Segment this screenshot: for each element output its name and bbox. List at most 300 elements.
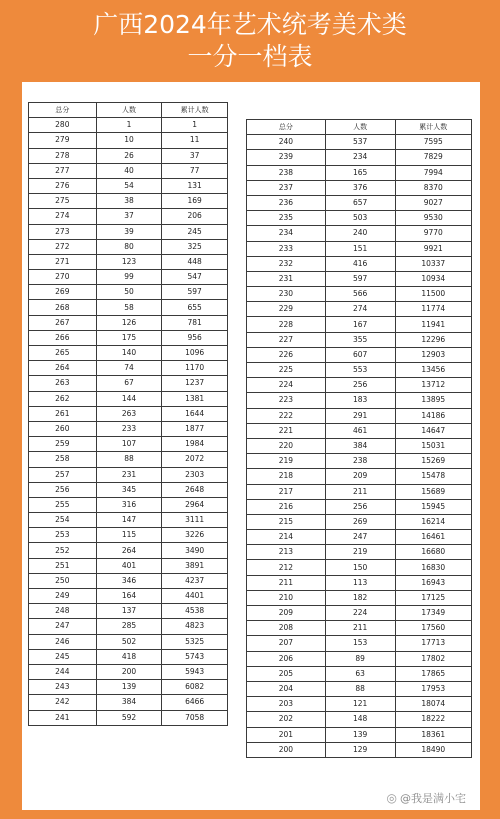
table-row xyxy=(29,300,228,315)
cell-score: 200 xyxy=(247,742,326,757)
table-row xyxy=(29,194,228,209)
cell-cumulative: 3226 xyxy=(162,528,228,543)
cell-count: 182 xyxy=(325,590,395,605)
cell-score: 201 xyxy=(247,727,326,742)
cell-score: 228 xyxy=(247,317,326,332)
cell-count: 139 xyxy=(325,727,395,742)
cell-cumulative: 15031 xyxy=(395,438,472,453)
table-row xyxy=(29,619,228,634)
cell-cumulative: 16461 xyxy=(395,530,472,545)
table-row xyxy=(247,666,472,681)
cell-score: 239 xyxy=(247,150,326,165)
cell-count: 121 xyxy=(325,697,395,712)
table-row xyxy=(247,499,472,514)
table-row xyxy=(29,239,228,254)
cell-count: 147 xyxy=(96,513,162,528)
cell-score: 227 xyxy=(247,332,326,347)
cell-count: 54 xyxy=(96,178,162,193)
cell-cumulative: 781 xyxy=(162,315,228,330)
cell-score: 241 xyxy=(29,710,97,725)
table-row xyxy=(29,467,228,482)
cell-score: 215 xyxy=(247,514,326,529)
cell-cumulative: 13895 xyxy=(395,393,472,408)
cell-cumulative: 15478 xyxy=(395,469,472,484)
cell-count: 274 xyxy=(325,302,395,317)
cell-score: 245 xyxy=(29,649,97,664)
cell-cumulative: 325 xyxy=(162,239,228,254)
cell-count: 247 xyxy=(325,530,395,545)
cell-cumulative: 12903 xyxy=(395,347,472,362)
table-row xyxy=(247,606,472,621)
cell-count: 63 xyxy=(325,666,395,681)
table-row xyxy=(29,421,228,436)
cell-cumulative: 11500 xyxy=(395,287,472,302)
table-row xyxy=(247,317,472,332)
cell-cumulative: 37 xyxy=(162,148,228,163)
cell-cumulative: 18361 xyxy=(395,727,472,742)
cell-cumulative: 1877 xyxy=(162,421,228,436)
table-row xyxy=(29,330,228,345)
header-cumulative: 累计人数 xyxy=(395,120,472,135)
header-score: 总分 xyxy=(29,103,97,118)
table-row xyxy=(29,285,228,300)
table-row xyxy=(247,302,472,317)
cell-count: 153 xyxy=(325,636,395,651)
score-table-left xyxy=(28,102,228,726)
cell-score: 224 xyxy=(247,378,326,393)
cell-count: 231 xyxy=(96,467,162,482)
cell-score: 269 xyxy=(29,285,97,300)
cell-count: 461 xyxy=(325,423,395,438)
cell-cumulative: 3891 xyxy=(162,558,228,573)
title-line-1: 广西2024年艺术统考美术类 xyxy=(93,10,407,39)
cell-score: 280 xyxy=(29,118,97,133)
cell-count: 144 xyxy=(96,391,162,406)
table-row xyxy=(29,406,228,421)
cell-count: 657 xyxy=(325,195,395,210)
cell-score: 218 xyxy=(247,469,326,484)
cell-score: 246 xyxy=(29,634,97,649)
cell-score: 242 xyxy=(29,695,97,710)
cell-score: 276 xyxy=(29,178,97,193)
table-row xyxy=(29,391,228,406)
table-row xyxy=(247,651,472,666)
cell-score: 231 xyxy=(247,271,326,286)
cell-cumulative: 5943 xyxy=(162,664,228,679)
cell-score: 235 xyxy=(247,211,326,226)
cell-count: 553 xyxy=(325,363,395,378)
cell-cumulative: 16680 xyxy=(395,545,472,560)
cell-score: 204 xyxy=(247,681,326,696)
table-row xyxy=(29,573,228,588)
cell-cumulative: 17349 xyxy=(395,606,472,621)
cell-score: 216 xyxy=(247,499,326,514)
cell-score: 243 xyxy=(29,680,97,695)
cell-cumulative: 1 xyxy=(162,118,228,133)
cell-cumulative: 8370 xyxy=(395,180,472,195)
table-row xyxy=(29,361,228,376)
score-table-right xyxy=(246,119,472,758)
table-row xyxy=(247,514,472,529)
cell-count: 148 xyxy=(325,712,395,727)
cell-count: 140 xyxy=(96,346,162,361)
table-row xyxy=(29,376,228,391)
table-row xyxy=(29,148,228,163)
cell-cumulative: 1237 xyxy=(162,376,228,391)
cell-count: 376 xyxy=(325,180,395,195)
cell-cumulative: 10934 xyxy=(395,271,472,286)
cell-count: 137 xyxy=(96,604,162,619)
cell-count: 607 xyxy=(325,347,395,362)
cell-count: 240 xyxy=(325,226,395,241)
table-row xyxy=(247,287,472,302)
cell-count: 264 xyxy=(96,543,162,558)
cell-cumulative: 245 xyxy=(162,224,228,239)
cell-score: 273 xyxy=(29,224,97,239)
cell-count: 39 xyxy=(96,224,162,239)
cell-score: 258 xyxy=(29,452,97,467)
cell-score: 232 xyxy=(247,256,326,271)
cell-count: 416 xyxy=(325,256,395,271)
cell-score: 247 xyxy=(29,619,97,634)
cell-count: 89 xyxy=(325,651,395,666)
cell-score: 256 xyxy=(29,482,97,497)
watermark-text: @我是满小宅 xyxy=(400,792,466,805)
cell-count: 123 xyxy=(96,254,162,269)
table-row xyxy=(247,211,472,226)
cell-score: 279 xyxy=(29,133,97,148)
cell-score: 219 xyxy=(247,454,326,469)
cell-score: 267 xyxy=(29,315,97,330)
cell-score: 271 xyxy=(29,254,97,269)
table-row xyxy=(29,634,228,649)
table-row xyxy=(247,135,472,150)
cell-count: 219 xyxy=(325,545,395,560)
table-row xyxy=(247,256,472,271)
cell-cumulative: 13456 xyxy=(395,363,472,378)
table-row xyxy=(29,346,228,361)
watermark xyxy=(387,790,466,806)
cell-count: 80 xyxy=(96,239,162,254)
cell-score: 248 xyxy=(29,604,97,619)
cell-score: 257 xyxy=(29,467,97,482)
table-header-row xyxy=(247,120,472,135)
cell-cumulative: 5325 xyxy=(162,634,228,649)
cell-cumulative: 15269 xyxy=(395,454,472,469)
cell-count: 256 xyxy=(325,378,395,393)
cell-count: 139 xyxy=(96,680,162,695)
cell-cumulative: 12296 xyxy=(395,332,472,347)
cell-cumulative: 448 xyxy=(162,254,228,269)
table-row xyxy=(29,604,228,619)
cell-score: 263 xyxy=(29,376,97,391)
cell-count: 238 xyxy=(325,454,395,469)
table-row xyxy=(247,150,472,165)
cell-count: 40 xyxy=(96,163,162,178)
table-row xyxy=(29,695,228,710)
cell-cumulative: 4401 xyxy=(162,589,228,604)
table-row xyxy=(247,727,472,742)
cell-cumulative: 9921 xyxy=(395,241,472,256)
table-row xyxy=(29,543,228,558)
cell-cumulative: 1096 xyxy=(162,346,228,361)
table-row xyxy=(29,118,228,133)
cell-score: 255 xyxy=(29,497,97,512)
cell-count: 200 xyxy=(96,664,162,679)
cell-score: 262 xyxy=(29,391,97,406)
cell-cumulative: 15945 xyxy=(395,499,472,514)
cell-cumulative: 2648 xyxy=(162,482,228,497)
cell-count: 537 xyxy=(325,135,395,150)
cell-count: 99 xyxy=(96,270,162,285)
header-cumulative: 累计人数 xyxy=(162,103,228,118)
cell-score: 250 xyxy=(29,573,97,588)
cell-cumulative: 3490 xyxy=(162,543,228,558)
cell-score: 240 xyxy=(247,135,326,150)
cell-count: 129 xyxy=(325,742,395,757)
cell-count: 233 xyxy=(96,421,162,436)
cell-score: 221 xyxy=(247,423,326,438)
cell-count: 37 xyxy=(96,209,162,224)
cell-count: 58 xyxy=(96,300,162,315)
cell-count: 263 xyxy=(96,406,162,421)
cell-count: 502 xyxy=(96,634,162,649)
table-row xyxy=(29,680,228,695)
cell-count: 38 xyxy=(96,194,162,209)
cell-cumulative: 5743 xyxy=(162,649,228,664)
cell-score: 254 xyxy=(29,513,97,528)
table-row xyxy=(247,378,472,393)
cell-count: 167 xyxy=(325,317,395,332)
cell-count: 150 xyxy=(325,560,395,575)
cell-cumulative: 1644 xyxy=(162,406,228,421)
cell-cumulative: 17865 xyxy=(395,666,472,681)
table-row xyxy=(29,270,228,285)
cell-count: 115 xyxy=(96,528,162,543)
table-row xyxy=(29,528,228,543)
cell-cumulative: 11 xyxy=(162,133,228,148)
cell-cumulative: 16214 xyxy=(395,514,472,529)
cell-cumulative: 1381 xyxy=(162,391,228,406)
cell-count: 418 xyxy=(96,649,162,664)
cell-score: 220 xyxy=(247,438,326,453)
header-count: 人数 xyxy=(325,120,395,135)
cell-score: 274 xyxy=(29,209,97,224)
table-row xyxy=(247,545,472,560)
cell-cumulative: 14186 xyxy=(395,408,472,423)
cell-score: 252 xyxy=(29,543,97,558)
table-row xyxy=(247,454,472,469)
cell-score: 208 xyxy=(247,621,326,636)
table-row xyxy=(29,178,228,193)
table-row xyxy=(247,165,472,180)
cell-cumulative: 13712 xyxy=(395,378,472,393)
cell-count: 107 xyxy=(96,437,162,452)
cell-cumulative: 206 xyxy=(162,209,228,224)
cell-cumulative: 7994 xyxy=(395,165,472,180)
cell-cumulative: 7829 xyxy=(395,150,472,165)
cell-score: 202 xyxy=(247,712,326,727)
cell-cumulative: 4823 xyxy=(162,619,228,634)
table-row xyxy=(247,590,472,605)
table-row xyxy=(29,710,228,725)
cell-cumulative: 2303 xyxy=(162,467,228,482)
cell-score: 253 xyxy=(29,528,97,543)
table-row xyxy=(247,393,472,408)
cell-cumulative: 131 xyxy=(162,178,228,193)
score-sheet xyxy=(22,82,480,810)
table-row xyxy=(247,423,472,438)
cell-cumulative: 4538 xyxy=(162,604,228,619)
cell-score: 264 xyxy=(29,361,97,376)
cell-count: 151 xyxy=(325,241,395,256)
title-line-2: 一分一档表 xyxy=(187,42,313,71)
cell-cumulative: 16830 xyxy=(395,560,472,575)
cell-score: 272 xyxy=(29,239,97,254)
cell-count: 175 xyxy=(96,330,162,345)
cell-count: 345 xyxy=(96,482,162,497)
cell-score: 236 xyxy=(247,195,326,210)
table-row xyxy=(29,254,228,269)
cell-count: 88 xyxy=(96,452,162,467)
cell-cumulative: 6082 xyxy=(162,680,228,695)
cell-score: 266 xyxy=(29,330,97,345)
cell-count: 165 xyxy=(325,165,395,180)
cell-score: 249 xyxy=(29,589,97,604)
table-row xyxy=(247,621,472,636)
table-row xyxy=(247,347,472,362)
cell-score: 260 xyxy=(29,421,97,436)
cell-count: 113 xyxy=(325,575,395,590)
table-row xyxy=(247,530,472,545)
cell-count: 346 xyxy=(96,573,162,588)
cell-count: 74 xyxy=(96,361,162,376)
table-row xyxy=(29,452,228,467)
cell-score: 211 xyxy=(247,575,326,590)
table-row xyxy=(247,180,472,195)
cell-score: 270 xyxy=(29,270,97,285)
table-row xyxy=(29,133,228,148)
cell-cumulative: 17125 xyxy=(395,590,472,605)
cell-cumulative: 3111 xyxy=(162,513,228,528)
cell-score: 217 xyxy=(247,484,326,499)
table-row xyxy=(29,589,228,604)
cell-score: 275 xyxy=(29,194,97,209)
cell-count: 503 xyxy=(325,211,395,226)
cell-count: 384 xyxy=(325,438,395,453)
cell-score: 214 xyxy=(247,530,326,545)
cell-cumulative: 17560 xyxy=(395,621,472,636)
table-row xyxy=(247,195,472,210)
table-body-right xyxy=(247,135,472,758)
cell-count: 126 xyxy=(96,315,162,330)
cell-count: 209 xyxy=(325,469,395,484)
cell-cumulative: 1170 xyxy=(162,361,228,376)
cell-count: 211 xyxy=(325,621,395,636)
cell-cumulative: 15689 xyxy=(395,484,472,499)
cell-cumulative: 2964 xyxy=(162,497,228,512)
table-row xyxy=(29,315,228,330)
cell-score: 237 xyxy=(247,180,326,195)
table-row xyxy=(247,469,472,484)
cell-score: 206 xyxy=(247,651,326,666)
cell-cumulative: 14647 xyxy=(395,423,472,438)
cell-score: 261 xyxy=(29,406,97,421)
cell-cumulative: 17953 xyxy=(395,681,472,696)
table-row xyxy=(29,224,228,239)
table-row xyxy=(247,241,472,256)
cell-score: 210 xyxy=(247,590,326,605)
table-row xyxy=(247,408,472,423)
table-row xyxy=(247,636,472,651)
cell-cumulative: 11774 xyxy=(395,302,472,317)
header-count: 人数 xyxy=(96,103,162,118)
table-row xyxy=(247,712,472,727)
cell-score: 222 xyxy=(247,408,326,423)
cell-cumulative: 956 xyxy=(162,330,228,345)
cell-score: 265 xyxy=(29,346,97,361)
cell-score: 244 xyxy=(29,664,97,679)
cell-cumulative: 169 xyxy=(162,194,228,209)
table-row xyxy=(29,513,228,528)
table-row xyxy=(247,438,472,453)
cell-score: 230 xyxy=(247,287,326,302)
cell-score: 233 xyxy=(247,241,326,256)
cell-count: 50 xyxy=(96,285,162,300)
cell-cumulative: 17802 xyxy=(395,651,472,666)
cell-score: 234 xyxy=(247,226,326,241)
table-row xyxy=(247,742,472,757)
table-row xyxy=(29,497,228,512)
cell-count: 566 xyxy=(325,287,395,302)
cell-count: 1 xyxy=(96,118,162,133)
cell-count: 164 xyxy=(96,589,162,604)
cell-cumulative: 17713 xyxy=(395,636,472,651)
table-row xyxy=(29,437,228,452)
cell-score: 238 xyxy=(247,165,326,180)
cell-cumulative: 77 xyxy=(162,163,228,178)
cell-score: 209 xyxy=(247,606,326,621)
table-row xyxy=(247,560,472,575)
table-row xyxy=(29,649,228,664)
page-title xyxy=(0,0,500,80)
cell-score: 225 xyxy=(247,363,326,378)
cell-cumulative: 597 xyxy=(162,285,228,300)
cell-count: 183 xyxy=(325,393,395,408)
table-row xyxy=(29,482,228,497)
table-header-row xyxy=(29,103,228,118)
cell-count: 285 xyxy=(96,619,162,634)
cell-cumulative: 7595 xyxy=(395,135,472,150)
cell-count: 401 xyxy=(96,558,162,573)
cell-cumulative: 18074 xyxy=(395,697,472,712)
cell-count: 234 xyxy=(325,150,395,165)
cell-count: 592 xyxy=(96,710,162,725)
cell-score: 268 xyxy=(29,300,97,315)
cell-score: 207 xyxy=(247,636,326,651)
cell-cumulative: 18490 xyxy=(395,742,472,757)
table-row xyxy=(247,226,472,241)
cell-cumulative: 9770 xyxy=(395,226,472,241)
table-row xyxy=(29,209,228,224)
cell-count: 269 xyxy=(325,514,395,529)
cell-score: 203 xyxy=(247,697,326,712)
cell-cumulative: 10337 xyxy=(395,256,472,271)
cell-count: 355 xyxy=(325,332,395,347)
table-row xyxy=(247,575,472,590)
cell-cumulative: 547 xyxy=(162,270,228,285)
cell-count: 316 xyxy=(96,497,162,512)
